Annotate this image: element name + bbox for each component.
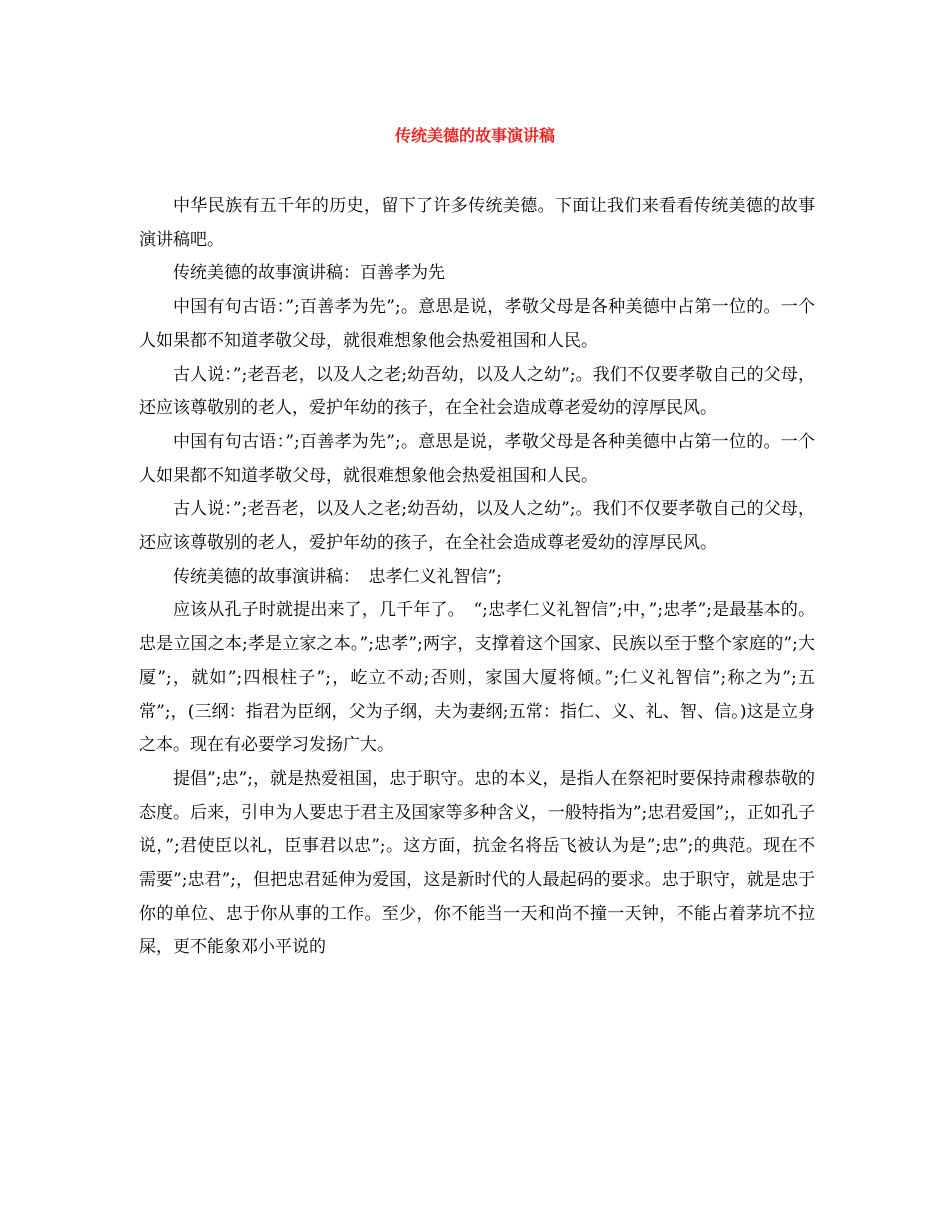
paragraph: 提倡”;忠”;，就是热爱祖国，忠于职守。忠的本义，是指人在祭祀时要保持肃穆恭敬的态度。后来，引申为人要忠于君主及国家等多种含义，一般特指为”;忠君爱国”;，正如孔子说，”;君使臣以礼，臣事君以忠”;。这方面，抗金名将岳飞被认为是”;忠”;的典范。现在不需要”;忠君”;，但把忠君延伸为爱国，这是新时代的人最起码的要求。忠于职守，就是忠于你的单位、忠于你从事的工作。至少，你不能当一天和尚不撞一天钟，不能占着茅坑不拉屎，更不能象邓小平说的 [139, 768, 815, 958]
paragraph: 传统美德的故事演讲稿：百善孝为先 [173, 263, 445, 284]
document-title: 传统美德的故事演讲稿 [394, 126, 555, 145]
paragraph: 中国有句古语：”;百善孝为先”;。意思是说，孝敬父母是各种美德中占第一位的。一个人如果都不知道孝敬父母，就很难想象他会热爱祖国和人民。 [139, 431, 815, 486]
paragraph: 古人说：”;老吾老，以及人之老;幼吾幼，以及人之幼”;。我们不仅要孝敬自己的父母，还应该尊敬别的老人，爱护年幼的孩子，在全社会造成尊老爱幼的淳厚民风。 [139, 364, 815, 419]
document-body [139, 190, 815, 965]
paragraph: 中国有句古语：”;百善孝为先”;。意思是说，孝敬父母是各种美德中占第一位的。一个人如果都不知道孝敬父母，就很难想象他会热爱祖国和人民。 [139, 297, 815, 351]
paragraph: 传统美德的故事演讲稿： 忠孝仁义礼智信”; [173, 566, 502, 587]
paragraph: 中华民族有五千年的历史，留下了许多传统美德。下面让我们来看看传统美德的故事演讲稿吧。 [139, 196, 815, 250]
paragraph: 古人说：”;老吾老，以及人之老;幼吾幼，以及人之幼”;。我们不仅要孝敬自己的父母，还应该尊敬别的老人，爱护年幼的孩子，在全社会造成尊老爱幼的淳厚民风。 [139, 499, 815, 554]
paragraph: 应该从孔子时就提出来了，几千年了。 “;忠孝仁义礼智信”;中，”;忠孝”;是最基本的。忠是立国之本;孝是立家之本。”;忠孝”;两字，支撑着这个国家、民族以至于整个家庭的”;大厦”;，就如”;四根柱子”;，屹立不动;否则，家国大厦将倾。”;仁义礼智信”;称之为”;五常”;，(三纲：指君为臣纲，父为子纲，夫为妻纲;五常：指仁、义、礼、智、信。)这是立身之本。现在有必要学习发扬广大。 [139, 600, 815, 756]
